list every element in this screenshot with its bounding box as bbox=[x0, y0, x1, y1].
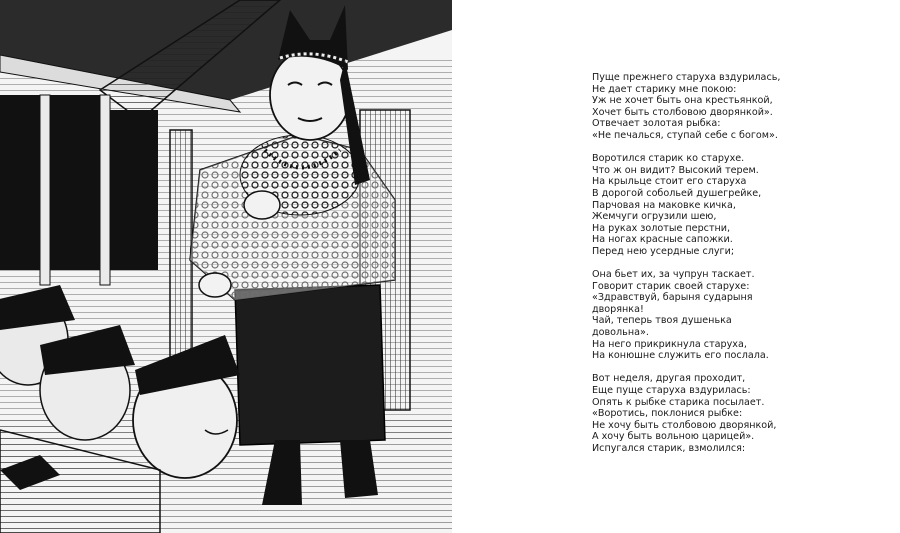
stanza bbox=[592, 373, 892, 454]
poem-line: В дорогой собольей душегрейке, bbox=[592, 187, 762, 199]
window bbox=[0, 95, 40, 270]
poem-line: Уж не хочет быть она крестьянкой, bbox=[592, 95, 773, 107]
poem-line: «Здравствуй, барыня сударыня bbox=[592, 292, 753, 304]
poem-line: довольна». bbox=[592, 327, 649, 339]
poem-line: На конюшне служить его послала. bbox=[592, 350, 769, 362]
poem-line: Не дает старику мне покою: bbox=[592, 83, 737, 95]
woman-hand bbox=[199, 273, 231, 297]
poem-line: Отвечает золотая рыбка: bbox=[592, 118, 721, 130]
stanza bbox=[592, 269, 892, 362]
stanza bbox=[592, 72, 892, 142]
poem-line: На руках золотые перстни, bbox=[592, 222, 731, 234]
woman-skirt bbox=[235, 285, 385, 445]
stanza bbox=[592, 153, 892, 257]
poem-line: Вот неделя, другая проходит, bbox=[592, 373, 746, 385]
poem-line: «Не печалься, ступай себе с богом». bbox=[592, 129, 778, 141]
poem-line: Пуще прежнего старуха вздурилась, bbox=[592, 72, 781, 83]
poem-line: А хочу быть вольною царицей». bbox=[592, 431, 755, 443]
poem-line: Что ж он видит? Высокий терем. bbox=[592, 164, 759, 176]
poem-line: Она бьет их, за чупрун таскает. bbox=[592, 269, 755, 281]
poem-line: На крыльце стоит его старуха bbox=[592, 176, 747, 188]
poem-line: Жемчуги огрузили шею, bbox=[592, 211, 717, 223]
poem-line: Перед нею усердные слуги; bbox=[592, 245, 735, 257]
window bbox=[50, 95, 100, 270]
poem-line: Еще пуще старуха вздурилась: bbox=[592, 385, 751, 397]
poem-line: Опять к рыбке старика посылает. bbox=[592, 396, 765, 408]
poem-line: «Воротись, поклонися рыбке: bbox=[592, 408, 743, 420]
poem-line: Воротился старик ко старухе. bbox=[592, 153, 745, 165]
poem-line: Не хочу быть столбовою дворянкой, bbox=[592, 419, 777, 431]
poem-line: Хочет быть столбовою дворянкой». bbox=[592, 106, 773, 118]
poem-line: дворянка! bbox=[592, 303, 644, 315]
woman-hand bbox=[244, 191, 280, 219]
poem-line: На ногах красные сапожки. bbox=[592, 234, 733, 246]
poem-line: Парчовая на маковке кичка, bbox=[592, 199, 736, 211]
poem-line: Чай, теперь твоя душенька bbox=[592, 315, 732, 327]
poem-line: На него прикрикнула старуха, bbox=[592, 338, 747, 350]
text-page bbox=[452, 0, 900, 533]
poem-line: Говорит старик своей старухе: bbox=[592, 280, 750, 292]
poem bbox=[592, 72, 892, 466]
poem-line: Испугался старик, взмолился: bbox=[592, 443, 746, 454]
window bbox=[110, 110, 158, 270]
